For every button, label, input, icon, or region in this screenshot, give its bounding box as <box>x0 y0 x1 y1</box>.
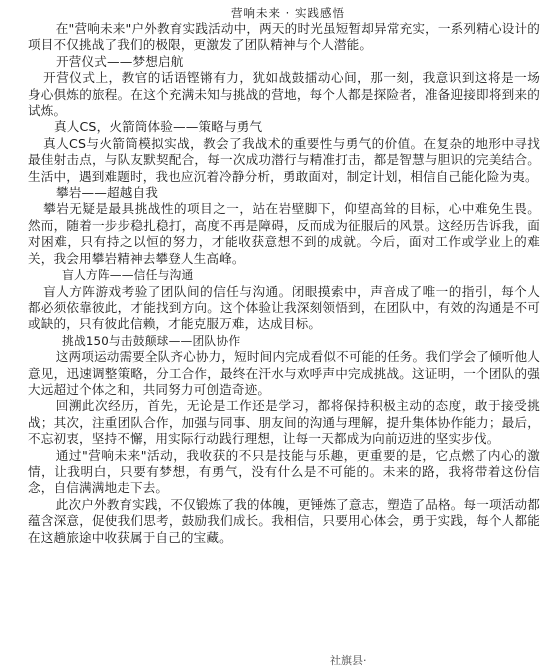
cs-paragraph: 真人CS与火箭筒模拟实战，教会了我战术的重要性与勇气的价值。在复杂的地形中寻找最佳射击点，与队友默契配合，每一次成功潜行与精准打击，都是智慧与胆识的完美结合。生活中，遇到难题时，我也应沉着冷静分析，勇敢面对，制定计划，相信自己能化险为夷。 <box>28 135 540 184</box>
section-heading-teamwork: 挑战150与击鼓颠球——团队协作 <box>62 333 241 348</box>
harvest-paragraph: 通过"营响未来"活动，我收获的不只是技能与乐趣，更重要的是，它点燃了内心的激情，让我明白，只要有梦想，有勇气，没有什么是不可能的。未来的路，我将带着这份信念，自信满满地走下去。 <box>28 447 540 496</box>
teamwork-paragraph: 这两项运动需要全队齐心协力，短时间内完成看似不可能的任务。我们学会了倾听他人意见，迅速调整策略，分工合作，最终在汗水与欢呼声中完成挑战。这证明，一个团队的强大远超过个体之和，共同努力可创造奇迹。 <box>28 349 540 397</box>
opening-paragraph: 开营仪式上，教官的话语铿锵有力，犹如战鼓擂动心间，那一刻，我意识到这将是一场身心俱炼的旅程。在这个充满未知与挑战的营地，每个人都是探险者，准备迎接即将到来的试炼。 <box>28 70 540 119</box>
section-heading-climbing: 攀岩——超越自我 <box>56 185 158 201</box>
document-title: 营响未来 · 实践感悟 <box>231 6 345 20</box>
intro-paragraph: 在"营响未来"户外教育实践活动中，两天的时光虽短暂却异常充实，一系列精心设计的项目不仅挑战了我们的极限，更激发了团队精神与个人潜能。 <box>28 21 540 53</box>
document-body <box>28 21 540 546</box>
blind-paragraph: 盲人方阵游戏考验了团队间的信任与沟通。闭眼摸索中，声音成了唯一的指引，每个人都必须依靠彼此，才能找到方向。这个体验让我深刻领悟到，在团队中，有效的沟通是不可或缺的，只有彼此信赖，才能克服万难，达成目标。 <box>28 283 540 332</box>
section-heading-cs: 真人CS，火箭筒体验——策略与勇气 <box>54 119 263 135</box>
section-heading-opening: 开营仪式——梦想启航 <box>56 53 184 69</box>
reflection-paragraph: 回溯此次经历，首先，无论是工作还是学习，都将保持积极主动的态度，敢于接受挑战；其次，注重团队合作，加强与同事、朋友间的沟通与理解，提升集体协作能力；最后，不忘初衷，坚持不懈，用实际行动践行理想，让每一天都成为向前迈进的坚实步伐。 <box>28 398 540 447</box>
footer-text: 社旗县· <box>330 654 367 667</box>
section-heading-blind: 盲人方阵——信任与沟通 <box>62 268 194 283</box>
closing-paragraph: 此次户外教育实践，不仅锻炼了我的体魄，更锤炼了意志，塑造了品格。每一项活动都蕴含深意，促使我们思考，鼓励我们成长。我相信，只要用心体会，勇于实践，每个人都能在这趟旅途中收获属于自己的宝藏。 <box>28 496 540 545</box>
climbing-paragraph: 攀岩无疑是最具挑战性的项目之一，站在岩壁脚下，仰望高耸的目标，心中难免生畏。然而，随着一步步稳扎稳打，高度不再是障碍，反而成为征服后的风景。这经历告诉我，面对困难，只有持之以恒的努力，才能收获意想不到的成就。今后，面对工作或学业上的难关，我会用攀岩精神去攀登人生高峰。 <box>28 201 540 266</box>
